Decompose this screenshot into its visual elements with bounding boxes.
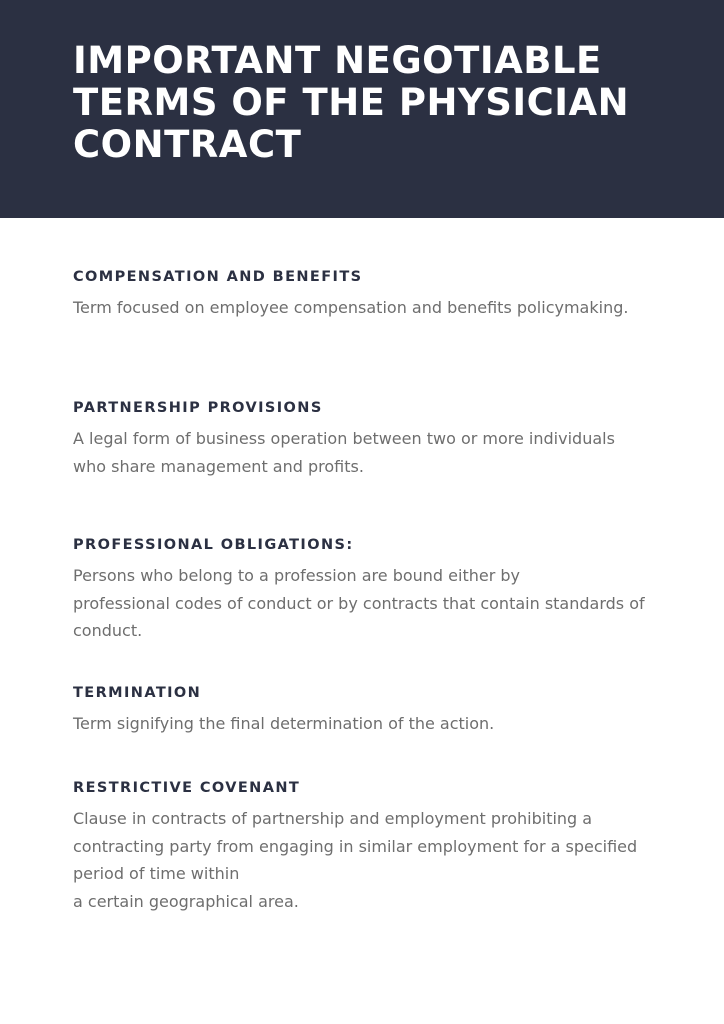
section-compensation-and-benefits bbox=[73, 268, 683, 322]
header-banner bbox=[0, 0, 724, 218]
section-body bbox=[73, 294, 683, 322]
section-body bbox=[73, 562, 683, 645]
body-line: period of time within bbox=[73, 864, 240, 883]
section-heading: PARTNERSHIP PROVISIONS bbox=[73, 400, 323, 416]
section-body bbox=[73, 805, 683, 915]
section-heading: PROFESSIONAL OBLIGATIONS: bbox=[73, 537, 354, 553]
body-line: conduct. bbox=[73, 621, 143, 640]
section-body bbox=[73, 710, 683, 738]
section-body bbox=[73, 425, 683, 480]
body-line: Term focused on employee compensation and benefits policymaking. bbox=[73, 298, 629, 317]
body-line: professional codes of conduct or by contracts that contain standards of bbox=[73, 593, 645, 613]
section-heading: TERMINATION bbox=[73, 685, 202, 701]
section-heading: COMPENSATION AND BENEFITS bbox=[73, 269, 363, 285]
body-line: a certain geographical area. bbox=[73, 891, 299, 911]
section-heading: RESTRICTIVE COVENANT bbox=[73, 780, 301, 796]
body-line: Term signifying the final determination of the action. bbox=[73, 714, 495, 733]
section-professional-obligations bbox=[73, 536, 683, 645]
section-termination bbox=[73, 684, 683, 738]
body-line: Persons who belong to a profession are bound either by bbox=[73, 566, 520, 585]
body-line: A legal form of business operation between two or more individuals bbox=[73, 429, 615, 448]
section-partnership-provisions bbox=[73, 399, 683, 480]
section-restrictive-covenant bbox=[73, 779, 683, 915]
body-line: Clause in contracts of partnership and employment prohibiting a bbox=[73, 809, 593, 828]
body-line: contracting party from engaging in similar employment for a specified bbox=[73, 836, 638, 856]
body-line: who share management and profits. bbox=[73, 456, 364, 476]
page-title: IMPORTANT NEGOTIABLE TERMS OF THE PHYSICIAN CONTRACT bbox=[73, 39, 630, 166]
